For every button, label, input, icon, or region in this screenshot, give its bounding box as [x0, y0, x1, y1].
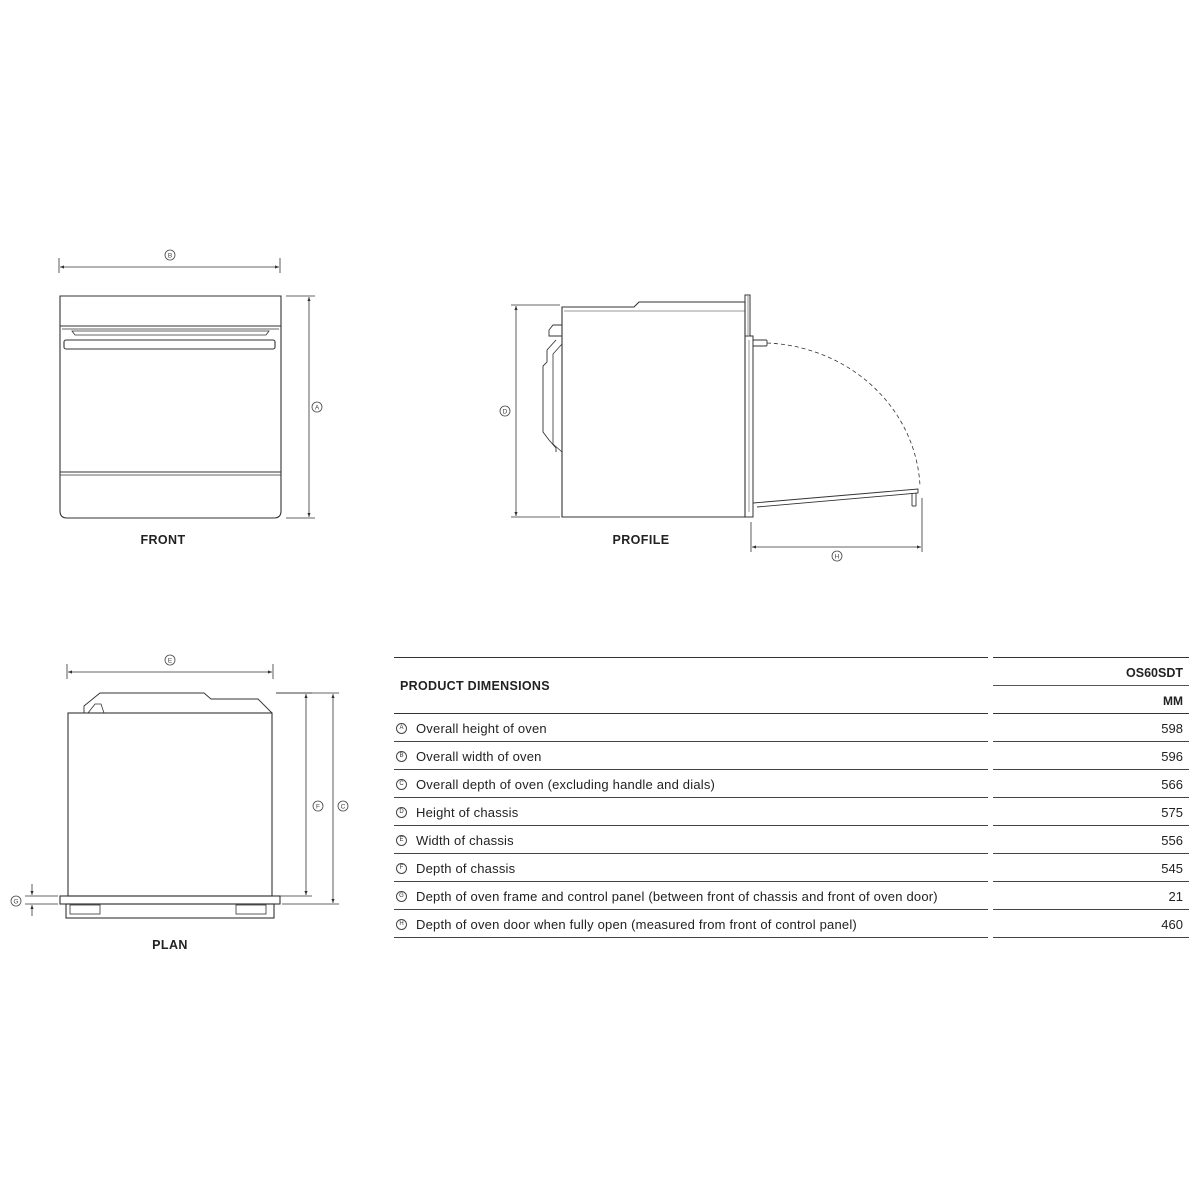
- dim-marker-f: [313, 801, 323, 811]
- svg-text:H: H: [834, 553, 840, 561]
- dimension-description: Overall height of oven: [416, 721, 547, 736]
- front-view-label: FRONT: [140, 533, 186, 547]
- table-row: [394, 910, 1189, 938]
- dim-key-badge: G: [396, 891, 407, 902]
- svg-text:G: G: [13, 898, 19, 906]
- table-row: [394, 826, 1189, 854]
- dimension-description: Overall width of oven: [416, 749, 542, 764]
- dimension-description: Width of chassis: [416, 833, 514, 848]
- dim-marker-e: [165, 655, 175, 665]
- table-header: [394, 657, 1189, 714]
- dimension-value: 566: [1161, 777, 1183, 792]
- dimension-value: 556: [1161, 833, 1183, 848]
- dim-marker-a: [312, 402, 322, 412]
- dim-key-badge: H: [396, 919, 407, 930]
- dim-marker-h: [832, 551, 842, 561]
- product-dimensions-table: [394, 657, 1189, 938]
- dim-key-badge: E: [396, 835, 407, 846]
- table-row: [394, 714, 1189, 742]
- dimension-value: 575: [1161, 805, 1183, 820]
- front-view: [59, 258, 315, 518]
- plan-view-label: PLAN: [152, 938, 188, 952]
- dimension-value: 596: [1161, 749, 1183, 764]
- plan-view: [25, 664, 339, 918]
- model-number: OS60SDT: [1126, 666, 1183, 680]
- dimension-description: Depth of oven frame and control panel (between front of chassis and front of oven door): [416, 889, 938, 904]
- unit-label: MM: [1163, 694, 1183, 708]
- table-row: [394, 742, 1189, 770]
- dim-key-badge: A: [396, 723, 407, 734]
- table-title: PRODUCT DIMENSIONS: [400, 679, 550, 693]
- dim-key-badge: B: [396, 751, 407, 762]
- dimension-description: Depth of chassis: [416, 861, 516, 876]
- dim-key-badge: F: [396, 863, 407, 874]
- dim-key-badge: C: [396, 779, 407, 790]
- dim-marker-g: [11, 896, 21, 906]
- dimension-value: 460: [1161, 917, 1183, 932]
- table-row: [394, 770, 1189, 798]
- dimension-value: 545: [1161, 861, 1183, 876]
- table-row: [394, 854, 1189, 882]
- dimension-description: Height of chassis: [416, 805, 519, 820]
- table-row: [394, 882, 1189, 910]
- profile-view: [511, 295, 922, 552]
- dimension-value: 21: [1168, 889, 1183, 904]
- dim-marker-d: [500, 406, 510, 416]
- svg-text:C: C: [340, 803, 346, 811]
- svg-text:A: A: [314, 404, 320, 412]
- dim-key-badge: D: [396, 807, 407, 818]
- dimension-description: Overall depth of oven (excluding handle and dials): [416, 777, 716, 792]
- svg-text:D: D: [502, 408, 508, 416]
- profile-view-label: PROFILE: [612, 533, 670, 547]
- table-row: [394, 798, 1189, 826]
- dimension-value: 598: [1161, 721, 1183, 736]
- svg-text:E: E: [167, 657, 173, 665]
- dim-marker-c: [338, 801, 348, 811]
- svg-text:B: B: [167, 252, 173, 260]
- dim-marker-b: [165, 250, 175, 260]
- svg-text:F: F: [316, 803, 320, 811]
- dimension-description: Depth of oven door when fully open (measured from front of control panel): [416, 917, 857, 932]
